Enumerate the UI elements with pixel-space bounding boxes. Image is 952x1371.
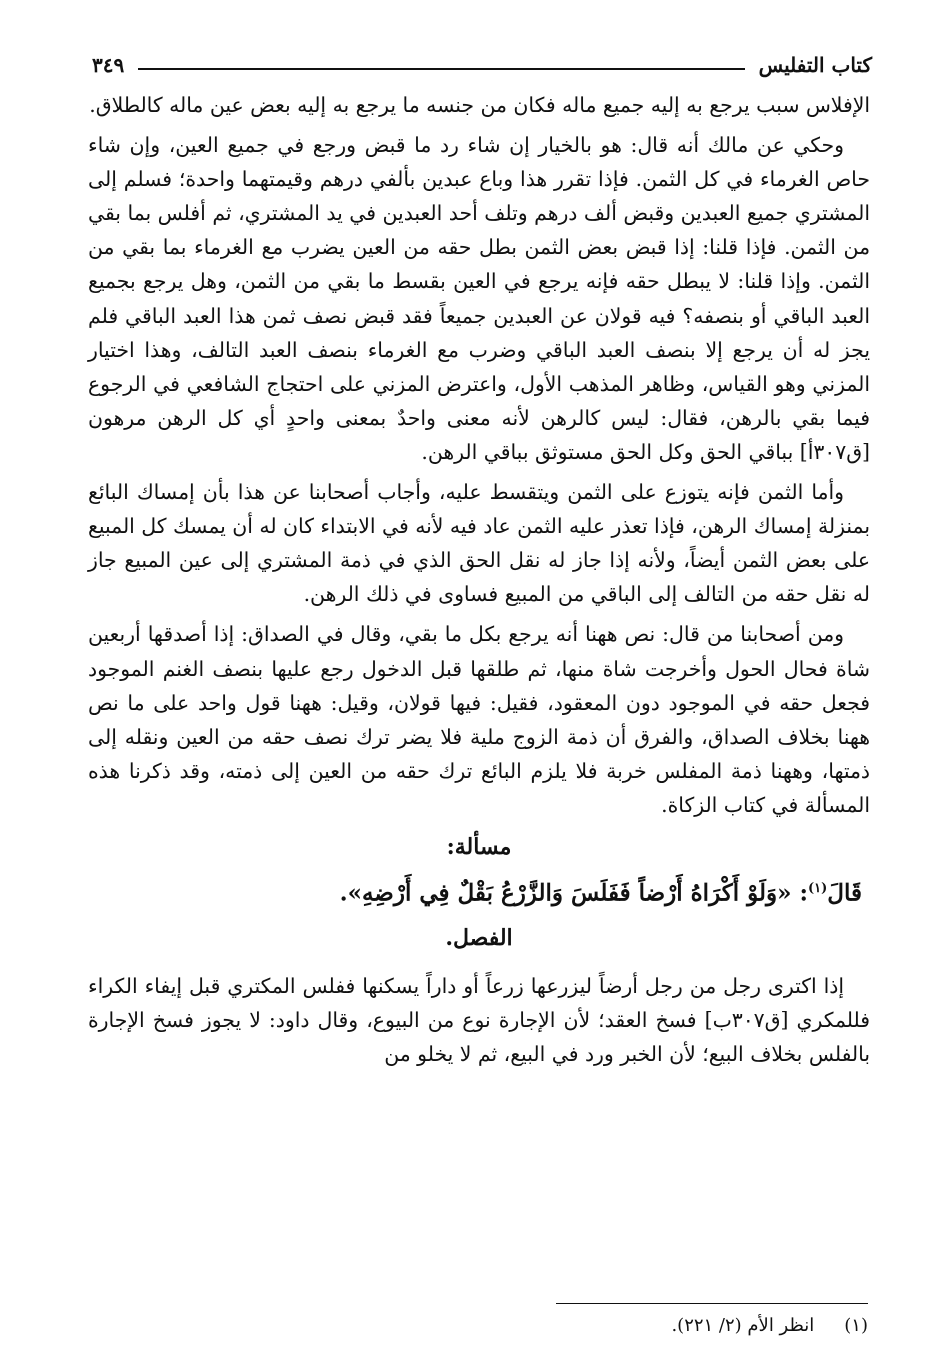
- page-header: [92, 46, 872, 84]
- paragraph-2: وحكي عن مالك أنه قال: هو بالخيار إن شاء رد ما قبض ورجع في جميع العين، وإن شاء حاص الغرماء في كل الثمن. فإذا تقرر هذا وباع عبدين بألفي درهم وقيمتهما واحدة؛ فسلم إلى المشتري جميع العبدين وقبض ألف درهم وتلف أحد العبدين في يد المشتري، ثم أفلس بما بقي من الثمن. فإذا قلنا: إذا قبض بعض الثمن بطل حقه من العين يضرب مع الغرماء بما بقي من الثمن. وإذا قلنا: لا يبطل حقه فإنه يرجع في العين بقسط ما بقي من الثمن، وهل يرجع بجميع العبد الباقي أو بنصفه؟ فيه قولان عن العبدين جميعاً فقد قبض نصف ثمن هذا العبد الباقي فلم يجز له أن يرجع إلا بنصف العبد الباقي وضرب مع الغرماء بنصف العبد التالف، وهذا اختيار المزني وهو القياس، وظاهر المذهب الأول، واعترض المزني على احتجاج الشافعي في الرجوع فيما بقي بالرهن، فقال: ليس كالرهن لأنه معنى واحدٌ بمعنى واحدٍ أي كل الرهن مرهون [ق٣٠٧أ] بباقي الحق وكل الحق مستوثق بباقي الرهن.: [88, 133, 870, 464]
- footnote-number: (١): [844, 1315, 868, 1336]
- footnote-rule: [556, 1303, 868, 1304]
- running-title: كتاب التفليس: [758, 53, 872, 77]
- page-body: [88, 88, 870, 1077]
- footnote: [671, 1315, 868, 1336]
- paragraph-1: الإفلاس سبب يرجع به إليه جميع ماله فكان من جنسه ما يرجع به إليه بعض عين ماله كالطلاق.: [89, 93, 870, 117]
- paragraph-4: ومن أصحابنا من قال: نص ههنا أنه يرجع بكل ما بقي، وقال في الصداق: إذا أصدقها أربعين شاة فحال الحول وأخرجت شاة منها، ثم طلقها قبل الدخول رجع عليها بنصف الغنم الموجود فجعل حقه في الموجود دون المعقود، فقيل: فيها قولان، وقيل: ههنا قول واحد على ما نص ههنا بخلاف الصداق، والفرق أن ذمة الزوج ملية فلا يضر ترك نصف حقه من العين ونقله إلى ذمتها، وههنا ذمة المفلس خربة فلا يلزم البائع ترك حقه من العين إلى ذمته، وقد ذكرنا هذه المسألة في كتاب الزكاة.: [88, 622, 870, 817]
- fasl-heading: الفصل.: [445, 924, 513, 951]
- footnote-text: انظر الأم (٢/ ٢٢١).: [671, 1315, 815, 1336]
- page-number: ٣٤٩: [92, 53, 125, 77]
- paragraph-3: وأما الثمن فإنه يتوزع على الثمن ويتقسط عليه، وأجاب أصحابنا عن هذا بأن إمساك البائع بمنزلة إمساك الرهن، فإذا تعذر عليه الثمن عاد فيه لأنه في الابتداء كان له أن يمسك كل المبيع على بعض الثمن أيضاً، ولأنه إذا جاز له نقل الحق الذي في ذمة المشتري إلى عين المبيع جاز له نقل حقه من التالف إلى الباقي من المبيع فساوى في ذلك الرهن.: [88, 480, 870, 607]
- paragraph-5: إذا اكترى رجل من رجل أرضاً ليزرعها زرعاً أو داراً يسكنها ففلس المكتري قبل إيفاء الكراء فللمكري [ق٣٠٧ب] فسخ العقد؛ لأن الإجارة نوع من البيوع، وقال داود: لا يجوز فسخ الإجارة بالفلس بخلاف البيع؛ لأن الخبر ورد في البيع، ثم لا يخلو من: [88, 973, 871, 1067]
- masala-heading: مسألة:: [446, 833, 512, 860]
- quoted-text: [88, 872, 870, 911]
- footnote-reference: (١): [807, 881, 828, 897]
- verse-lead: قَالَ: [827, 879, 862, 907]
- header-rule: [138, 68, 744, 70]
- verse-text: : «وَلَوْ أَكْرَاهُ أَرْضاً فَفَلَسَ وَالزَّرْعُ بَقْلٌ فِي أَرْضِهِ».: [339, 879, 808, 907]
